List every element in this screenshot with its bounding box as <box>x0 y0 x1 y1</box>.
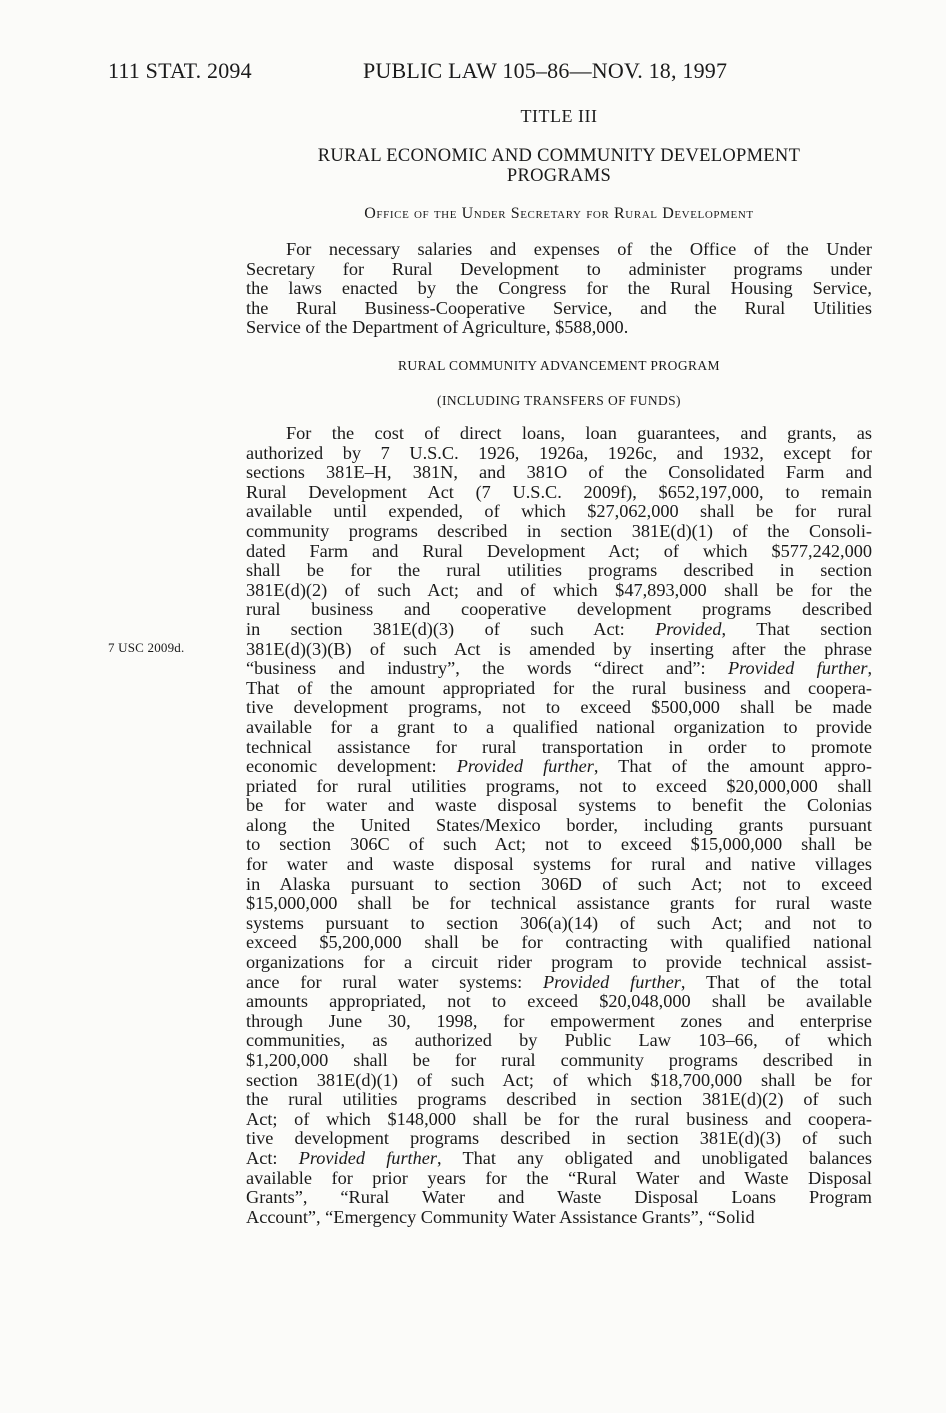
program-paragraph <box>246 424 872 1227</box>
text-line: systems pursuant to section 306(a)(14) of such Act; and not to <box>246 912 872 933</box>
text-line: tive development programs described in section 381E(d)(3) of such <box>246 1128 872 1149</box>
text-line: to section 306C of such Act; not to exceed $15,000,000 shall be <box>246 834 872 855</box>
text-line: along the United States/Mexico border, including grants pursuant <box>246 814 872 835</box>
text-line: Service of the Department of Agriculture, $588,000. <box>246 317 629 338</box>
text-line: Act; of which $148,000 shall be for the rural business and coopera- <box>246 1108 872 1129</box>
text-line: be for water and waste disposal systems to benefit the Colonias <box>246 795 872 816</box>
office-paragraph <box>246 240 872 338</box>
program-heading: RURAL COMMUNITY ADVANCEMENT PROGRAM <box>398 358 720 373</box>
text-line: through June 30, 1998, for empowerment zones and enterprise <box>246 1010 872 1031</box>
text-line: ance for rural water systems: Provided further, That of the total <box>246 971 872 992</box>
text-line: priated for rural utilities programs, not to exceed $20,000,000 shall <box>246 775 872 796</box>
text-line: rural business and cooperative development programs described <box>246 599 872 620</box>
text-line: available for a grant to a qualified national organization to provide <box>246 716 872 737</box>
title-number: TITLE III <box>520 106 598 126</box>
text-line: in section 381E(d)(3) of such Act: Provided, That section <box>246 618 872 639</box>
text-line: tive development programs, not to exceed $500,000 shall be made <box>246 697 872 718</box>
text-line: communities, as authorized by Public Law 103–66, of which <box>246 1030 872 1051</box>
text-line: available for prior years for the “Rural Water and Waste Disposal <box>246 1167 872 1188</box>
text-line: $1,200,000 shall be for rural community programs described in <box>246 1050 872 1070</box>
text-line: organizations for a circuit rider program to provide technical assist- <box>246 952 872 973</box>
statute-page-number: 111 STAT. 2094 <box>108 58 252 83</box>
text-line: 381E(d)(2) of such Act; and of which $47,893,000 shall be for the <box>246 579 872 600</box>
text-line: Grants”, “Rural Water and Waste Disposal Loans Program <box>246 1187 872 1208</box>
text-line: shall be for the rural utilities programs described in section <box>246 560 872 581</box>
text-line: dated Farm and Rural Development Act; of which $577,242,000 <box>246 540 872 561</box>
text-line: Rural Development Act (7 U.S.C. 2009f), $652,197,000, to remain <box>246 481 872 502</box>
margin-citation: 7 USC 2009d. <box>108 640 185 655</box>
text-line: section 381E(d)(1) of such Act; of which $18,700,000 shall be for <box>246 1069 872 1090</box>
text-line: available until expended, of which $27,062,000 shall be for rural <box>246 501 872 522</box>
program-subheading: (INCLUDING TRANSFERS OF FUNDS) <box>437 393 681 408</box>
text-line: economic development: Provided further, That of the amount appro- <box>246 756 872 777</box>
public-law-citation: PUBLIC LAW 105–86—NOV. 18, 1997 <box>363 58 728 83</box>
office-heading: Office of the Under Secretary for Rural Development <box>364 205 754 222</box>
text-line: for water and waste disposal systems for rural and native villages <box>246 854 872 875</box>
text-line: authorized by 7 U.S.C. 1926, 1926a, 1926c, and 1932, except for <box>246 442 872 463</box>
text-line: Act: Provided further, That any obligated and unobligated balances <box>246 1147 873 1168</box>
text-line: Account”, “Emergency Community Water Assistance Grants”, “Solid <box>246 1206 755 1227</box>
title-heading-line-1: RURAL ECONOMIC AND COMMUNITY DEVELOPMENT <box>317 146 801 166</box>
text-line: amounts appropriated, not to exceed $20,048,000 shall be available <box>246 991 872 1012</box>
text-line: “business and industry”, the words “direct and”: Provided further, <box>246 658 873 679</box>
text-line: community programs described in section 381E(d)(1) of the Consoli- <box>246 520 872 541</box>
text-line: technical assistance for rural transportation in order to promote <box>246 736 872 757</box>
text-line: the laws enacted by the Congress for the Rural Housing Service, <box>246 278 872 299</box>
text-line: $15,000,000 shall be for technical assistance grants for rural waste <box>246 893 872 914</box>
text-line: exceed $5,200,000 shall be for contracting with qualified national <box>246 932 872 953</box>
text-line: the rural utilities programs described in section 381E(d)(2) of such <box>246 1089 872 1110</box>
text-line: sections 381E–H, 381N, and 381O of the Consolidated Farm and <box>246 462 872 483</box>
text-line: in Alaska pursuant to section 306D of such Act; not to exceed <box>246 873 872 894</box>
text-line: For the cost of direct loans, loan guarantees, and grants, as <box>286 423 872 443</box>
title-heading <box>246 146 872 186</box>
text-line: That of the amount appropriated for the rural business and coopera- <box>246 677 872 698</box>
text-line: the Rural Business-Cooperative Service, and the Rural Utilities <box>246 297 872 318</box>
title-heading-line-2: PROGRAMS <box>506 166 612 186</box>
text-line: Secretary for Rural Development to administer programs under <box>246 258 872 279</box>
text-line: For necessary salaries and expenses of the Office of the Under <box>286 239 872 259</box>
text-line: 381E(d)(3)(B) of such Act is amended by inserting after the phrase <box>246 638 872 659</box>
